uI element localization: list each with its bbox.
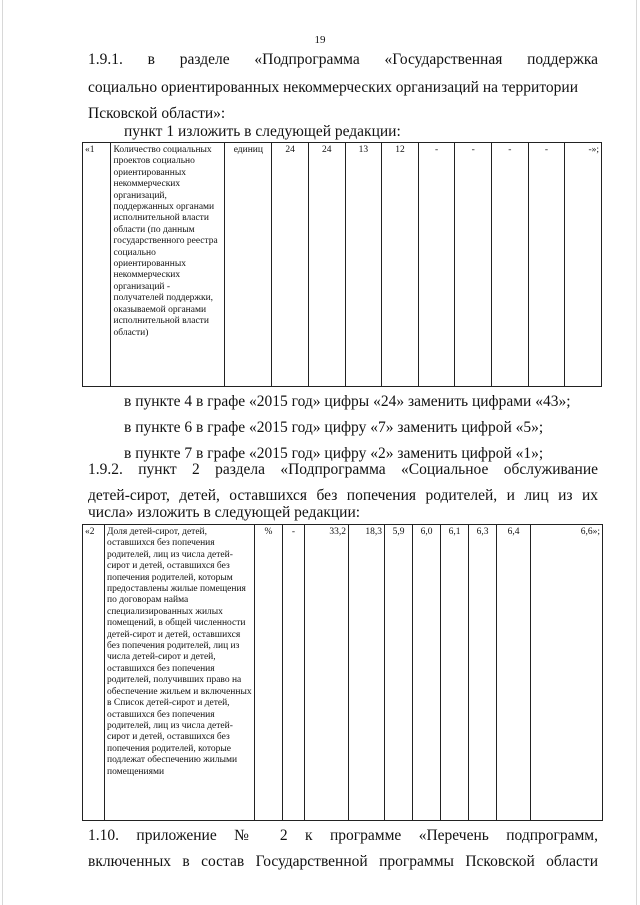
section-1-10-line2: включенных в состав Государственной программы Псковской области	[88, 853, 598, 870]
table-item-1	[82, 142, 602, 387]
value-cell: 33,2	[305, 525, 349, 821]
value-cell: 6,4	[497, 525, 531, 821]
row-number: «2	[83, 525, 105, 821]
value-cell: 6,1	[441, 525, 469, 821]
value-cell: 6,0	[413, 525, 441, 821]
value-cell: -	[492, 143, 529, 387]
table-item-2	[82, 524, 603, 821]
value-cell: 24	[272, 143, 309, 387]
section-1-9-2-line1: 1.9.2. пункт 2 раздела «Подпрограмма «Социальное обслуживание	[88, 461, 598, 478]
row-number: «1	[83, 143, 111, 387]
value-cell: 18,3	[349, 525, 385, 821]
value-cell: -	[418, 143, 455, 387]
value-cell: 12	[382, 143, 419, 387]
value-cell: -	[283, 525, 305, 821]
replacement-item-7: в пункте 7 в графе «2015 год» цифру «2» заменить цифрой «1»;	[124, 445, 544, 462]
item1-intro: пункт 1 изложить в следующей редакции:	[124, 123, 401, 140]
indicator-name: Количество социальных проектов социально ориентированных некоммерческих организаций, поддержанных органами исполнительной власти области (по данным государственного реестра социально ориентированных некоммерческих организаций - получателей поддержки, оказываемой органами исполнительной власти области)	[111, 143, 225, 387]
table-row	[83, 143, 602, 387]
value-cell: -»;	[565, 143, 602, 387]
page-number: 19	[314, 34, 326, 46]
section-1-9-1-line2: социально ориентированных некоммерческих организаций на территории	[88, 79, 578, 96]
value-cell: 6,3	[469, 525, 497, 821]
replacement-item-4: в пункте 4 в графе «2015 год» цифры «24» заменить цифрами «43»;	[124, 393, 571, 410]
value-cell: 6,6»;	[531, 525, 603, 821]
table-row	[83, 525, 603, 821]
indicator-name: Доля детей-сирот, детей, оставшихся без попечения родителей, лиц из числа детей-сирот и детей, оставшихся без попечения родителей, которым предоставлены жилые помещения по договорам найма специализированных жилых помещений, в общей численности детей-сирот и детей, оставшихся без попечения родителей, лиц из числа детей-сирот и детей, оставшихся без попечения родителей, получивших право на обеспечение жильем и включенных в Список детей-сирот и детей, оставшихся без попечения родителей, лиц из числа детей-сирот и детей, оставшихся без попечения родителей, которые подлежат обеспечению жилыми помещениями	[105, 525, 255, 821]
section-1-10-line1: 1.10. приложение № 2 к программе «Перечень подпрограмм,	[88, 827, 598, 844]
section-1-9-2-line3: числа» изложить в следующей редакции:	[88, 504, 361, 521]
replacement-item-6: в пункте 6 в графе «2015 год» цифру «7» заменить цифрой «5»;	[124, 419, 544, 436]
section-1-9-1-line1: 1.9.1. в разделе «Подпрограмма «Государственная поддержка	[88, 51, 598, 68]
scan-edge-left	[2, 0, 3, 905]
unit-cell: единиц	[225, 143, 272, 387]
value-cell: -	[455, 143, 492, 387]
scan-edge-right	[636, 0, 637, 905]
value-cell: 13	[345, 143, 382, 387]
unit-cell: %	[255, 525, 283, 821]
value-cell: -	[528, 143, 565, 387]
section-1-9-2-line2: детей-сирот, детей, оставшихся без попечения родителей, и лиц из их	[88, 487, 598, 504]
value-cell: 24	[308, 143, 345, 387]
value-cell: 5,9	[385, 525, 413, 821]
section-1-9-1-line3: Псковской области»:	[88, 105, 226, 122]
